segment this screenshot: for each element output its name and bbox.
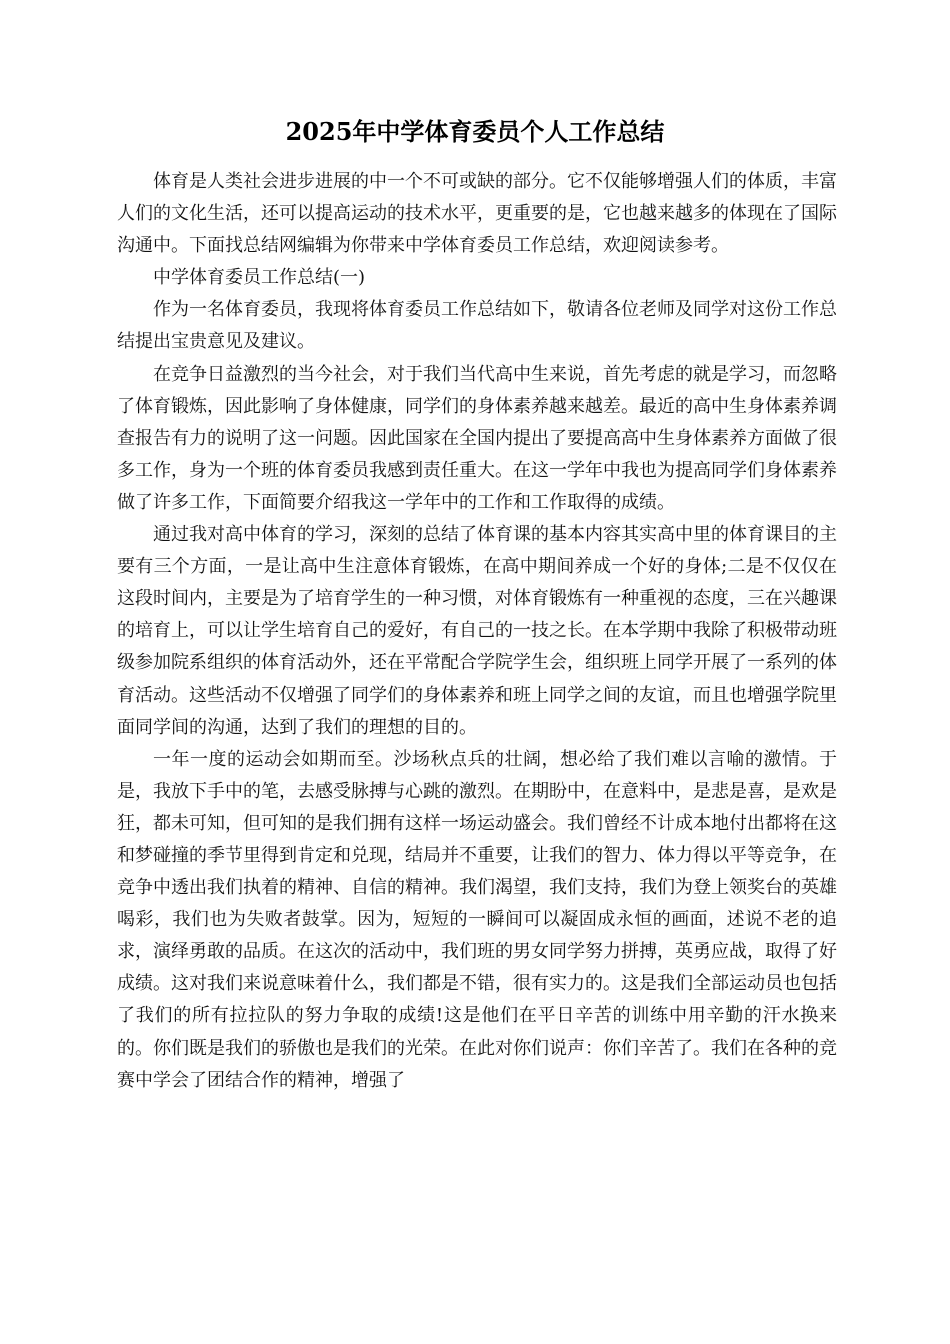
document-body — [117, 166, 837, 1097]
paragraph: 作为一名体育委员，我现将体育委员工作总结如下，敬请各位老师及同学对这份工作总结提出宝贵意见及建议。 — [117, 299, 837, 353]
paragraph: 通过我对高中体育的学习，深刻的总结了体育课的基本内容其实高中里的体育课目的主要有三个方面，一是让高中生注意体育锻炼，在高中期间养成一个好的身体;二是不仅仅在这段时间内，主要是为了培育学生的一种习惯，对体育锻炼有一种重视的态度，三在兴趣课的培育上，可以让学生培育自己的爱好，有自己的一技之长。在本学期中我除了积极带动班级参加院系组织的体育活动外，还在平常配合学院学生会，组织班上同学开展了一系列的体育活动。这些活动不仅增强了同学们的身体素养和班上同学之间的友谊，而且也增强学院里面同学间的沟通，达到了我们的理想的目的。 — [117, 524, 837, 738]
paragraph: 在竞争日益激烈的当今社会，对于我们当代高中生来说，首先考虑的就是学习，而忽略了体育锻炼，因此影响了身体健康，同学们的身体素养越来越差。最近的高中生身体素养调查报告有力的说明了这一问题。因此国家在全国内提出了要提高高中生身体素养方面做了很多工作，身为一个班的体育委员我感到责任重大。在这一学年中我也为提高同学们身体素养做了许多工作，下面简要介绍我这一学年中的工作和工作取得的成绩。 — [117, 363, 837, 513]
document-title: 2025年中学体育委员个人工作总结 — [285, 117, 665, 146]
paragraph-intro: 体育是人类社会进步进展的中一个不可或缺的部分。它不仅能够增强人们的体质，丰富人们的文化生活，还可以提高运动的技术水平，更重要的是，它也越来越多的体现在了国际沟通中。下面找总结网编辑为你带来中学体育委员工作总结，欢迎阅读参考。 — [117, 171, 837, 257]
paragraph: 一年一度的运动会如期而至。沙场秋点兵的壮阔，想必给了我们难以言喻的激情。于是，我放下手中的笔，去感受脉搏与心跳的激烈。在期盼中，在意料中，是悲是喜，是欢是狂，都未可知，但可知的是我们拥有这样一场运动盛会。我们曾经不计成本地付出都将在这和梦碰撞的季节里得到肯定和兑现，结局并不重要，让我们的智力、体力得以平等竞争，在竞争中透出我们执着的精神、自信的精神。我们渴望，我们支持，我们为登上领奖台的英雄喝彩，我们也为失败者鼓掌。因为，短短的一瞬间可以凝固成永恒的画面，述说不老的追求，演绎勇敢的品质。在这次的活动中，我们班的男女同学努力拼搏，英勇应战，取得了好成绩。这对我们来说意味着什么，我们都是不错，很有实力的。这是我们全部运动员也包括了我们的所有拉拉队的努力争取的成绩!这是他们在平日辛苦的训练中用辛勤的汗水换来的。你们既是我们的骄傲也是我们的光荣。在此对你们说声：你们辛苦了。我们在各种的竞赛中学会了团结合作的精神，增强了 — [117, 748, 837, 1091]
section-heading: 中学体育委员工作总结(一) — [153, 267, 366, 289]
